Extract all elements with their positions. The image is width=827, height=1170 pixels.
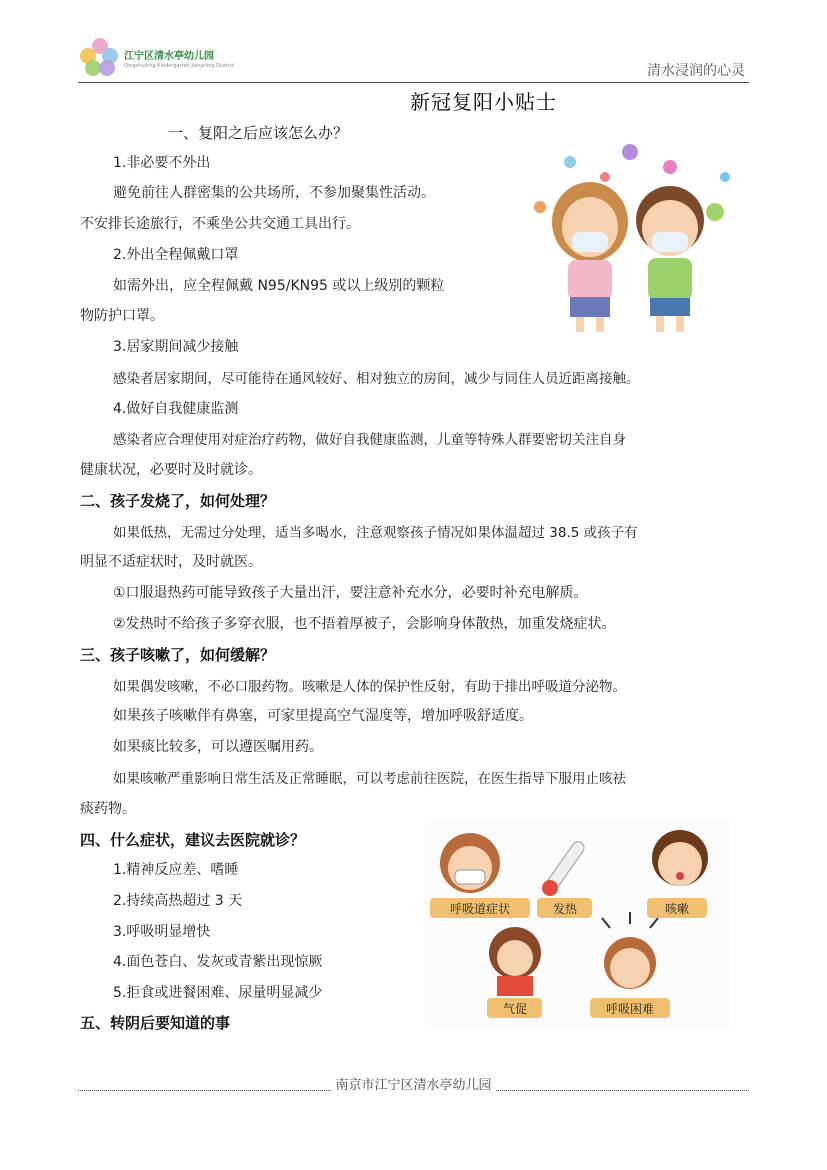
s1-item-2-text-b: 物防护口罩。 (80, 308, 164, 324)
s1-item-3: 3.居家期间减少接触 (113, 339, 239, 355)
section-2-heading: 二、孩子发烧了，如何处理？ (80, 492, 276, 510)
section-3-heading: 三、孩子咳嗽了，如何缓解？ (80, 646, 276, 664)
s3-para-2: 如果孩子咳嗽伴有鼻塞，可家里提高空气湿度等，增加呼吸舒适度。 (113, 708, 533, 724)
label-fever: 发热 (552, 902, 578, 916)
page-title: 新冠复阳小贴士 (410, 90, 557, 114)
s2-para-2: ①口服退热药可能导致孩子大量出汗，要注意补充水分，必要时补充电解质。 (113, 585, 588, 601)
s1-item-2-text-a: 如需外出，应全程佩戴 N95/KN95 或以上级别的颗粒 (113, 278, 445, 294)
label-short-breath: 气促 (502, 1002, 528, 1016)
flower-logo-icon (80, 38, 120, 78)
section-4-heading: 四、什么症状，建议去医院就诊？ (80, 831, 306, 849)
s2-para-1-a: 如果低热，无需过分处理，适当多喝水，注意观察孩子情况如果体温超过 38.5 或孩子有 (113, 525, 638, 541)
header-slogan: 清水浸润的心灵 (647, 63, 745, 79)
s4-item-1: 1.精神反应差、嗜睡 (113, 862, 239, 878)
logo-english: Qingshuiting Kindergarten Jiangning District (124, 63, 235, 69)
s1-item-4: 4.做好自我健康监测 (113, 401, 239, 417)
s1-item-4-text-b: 健康状况，必要时及时就诊。 (80, 462, 262, 478)
s4-item-3: 3.呼吸明显增快 (113, 924, 211, 940)
s3-para-1: 如果偶发咳嗽，不必口服药物。咳嗽是人体的保护性反射，有助于排出呼吸道分泌物。 (113, 679, 626, 695)
logo-name: 江宁区清水亭幼儿园 (124, 51, 214, 62)
s1-item-4-text-a: 感染者应合理使用对症治疗药物，做好自我健康监测，儿童等特殊人群要密切关注自身 (113, 432, 626, 448)
s2-para-3: ②发热时不给孩子多穿衣服，也不捂着厚被子，会影响身体散热，加重发烧症状。 (113, 616, 616, 632)
footer-text: 南京市江宁区清水亭幼儿园 (331, 1078, 495, 1093)
s4-item-5: 5.拒食或进餐困难、尿量明显减少 (113, 985, 323, 1001)
footer (0, 1074, 827, 1093)
s4-item-4: 4.面色苍白、发灰或青紫出现惊厥 (113, 954, 323, 970)
s2-para-1-b: 明显不适症状时，及时就医。 (80, 554, 262, 570)
s3-para-4-a: 如果咳嗽严重影响日常生活及正常睡眠，可以考虑前往医院，在医生指导下服用止咳祛 (113, 771, 626, 787)
symptoms-illustration (425, 818, 730, 1030)
s1-item-1-text-a: 避免前往人群密集的公共场所，不参加聚集性活动。 (113, 185, 435, 201)
header-divider (78, 82, 749, 83)
s1-item-3-text: 感染者居家期间，尽可能待在通风较好、相对独立的房间，减少与同住人员近距离接触。 (113, 371, 640, 387)
kindergarten-logo (80, 38, 234, 78)
label-respiratory: 呼吸道症状 (449, 902, 511, 916)
s1-item-1-text-b: 不安排长途旅行，不乘坐公共交通工具出行。 (80, 216, 360, 232)
label-dyspnea: 呼吸困难 (605, 1002, 655, 1016)
s3-para-3: 如果痰比较多，可以遵医嘱用药。 (113, 739, 323, 755)
s3-para-4-b: 痰药物。 (80, 801, 136, 817)
kids-mask-illustration (510, 132, 750, 337)
s1-item-2: 2.外出全程佩戴口罩 (113, 247, 239, 263)
section-1-heading: 一、复阳之后应该怎么办？ (168, 124, 349, 142)
s4-item-2: 2.持续高热超过 3 天 (113, 893, 243, 909)
section-5-heading: 五、转阴后要知道的事 (80, 1014, 231, 1032)
s1-item-1: 1.非必要不外出 (113, 155, 211, 171)
label-cough: 咳嗽 (664, 902, 690, 916)
